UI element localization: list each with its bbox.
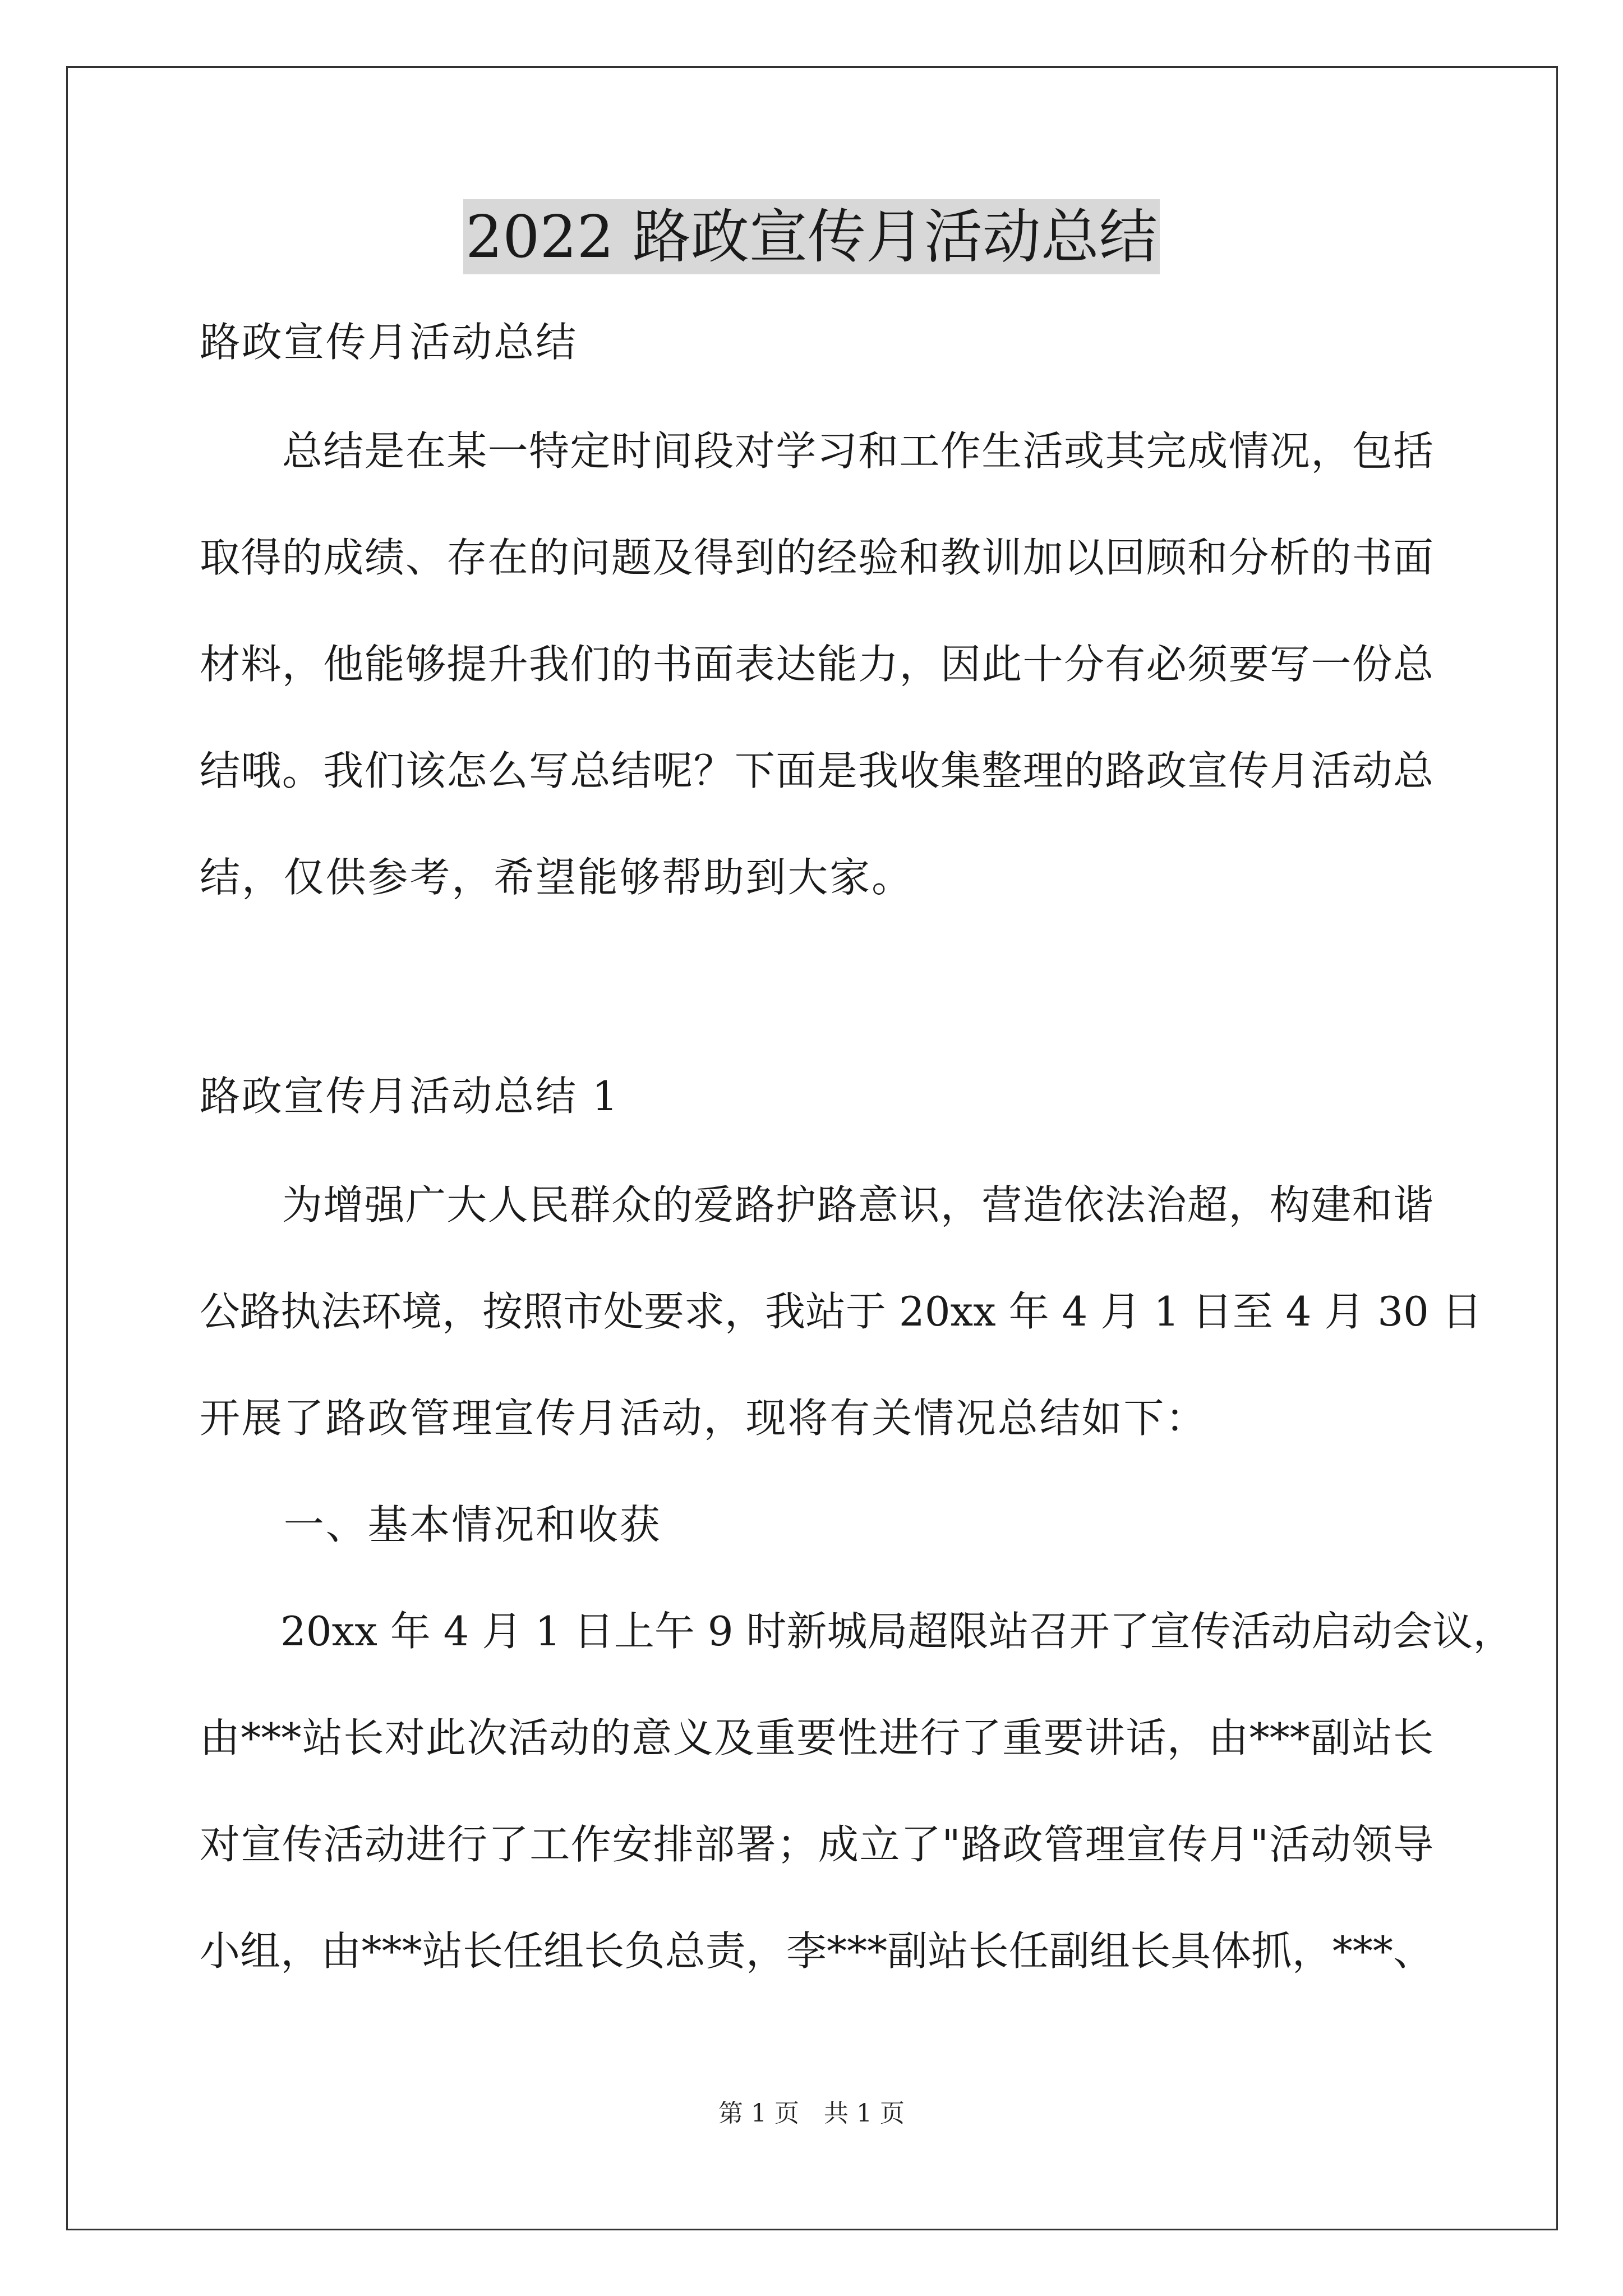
paragraph-line: 结，仅供参考，希望能够帮助到大家。 (200, 854, 914, 901)
paragraph-line: 小组，由***站长任组长负总责，李***副站长任副组长具体抓，***、 (200, 1927, 1433, 1975)
document-title (0, 197, 1623, 276)
subtitle-line: 路政宣传月活动总结 (200, 319, 578, 366)
page-number: 第 1 页 共 1 页 (718, 2099, 905, 2128)
paragraph-line: 20xx 年 4 月 1 日上午 9 时新城局超限站召开了宣传活动启动会议， (200, 1608, 1514, 1655)
section-heading: 路政宣传月活动总结 1 (200, 1073, 620, 1120)
paragraph-line: 取得的成绩、存在的问题及得到的经验和教训加以回顾和分析的书面 (200, 534, 1433, 581)
paragraph-line: 为增强广大人民群众的爱路护路意识，营造依法治超，构建和谐 (200, 1181, 1433, 1228)
page-border (66, 66, 1558, 2230)
paragraph-line: 结哦。我们该怎么写总结呢？下面是我收集整理的路政宣传月活动总 (200, 747, 1433, 794)
paragraph-line: 材料，他能够提升我们的书面表达能力，因此十分有必须要写一份总 (200, 641, 1433, 688)
paragraph-line: 公路执法环境，按照市处要求，我站于 20xx 年 4 月 1 日至 4 月 30 日 (200, 1288, 1482, 1335)
paragraph-line: 开展了路政管理宣传月活动，现将有关情况总结如下： (200, 1395, 1208, 1442)
subsection-heading: 一、基本情况和收获 (200, 1501, 662, 1548)
document-title-text: 2022 路政宣传月活动总结 (463, 199, 1160, 274)
paragraph-line: 总结是在某一特定时间段对学习和工作生活或其完成情况，包括 (200, 427, 1433, 475)
paragraph-line: 由***站长对此次活动的意义及重要性进行了重要讲话，由***副站长 (200, 1714, 1433, 1761)
paragraph-line: 对宣传活动进行了工作安排部署；成立了"路政管理宣传月"活动领导 (200, 1821, 1433, 1868)
